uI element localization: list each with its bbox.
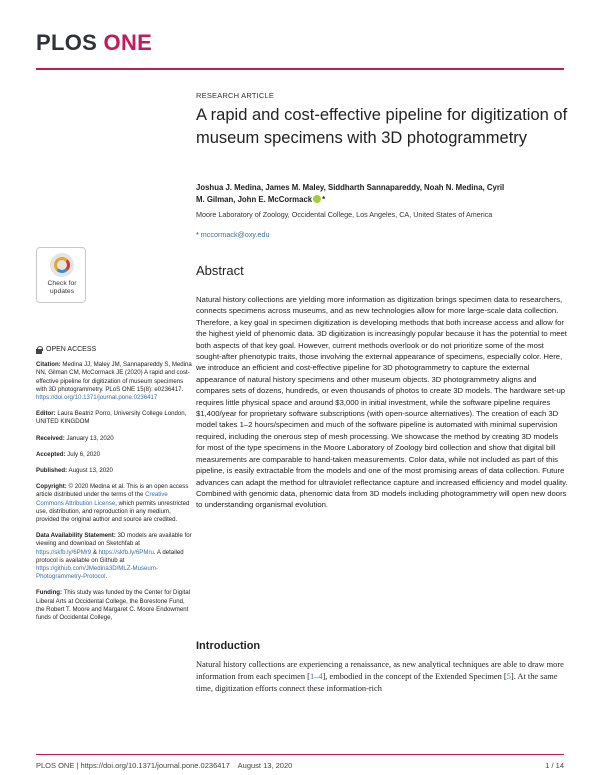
introduction-body: Natural history collections are experiencing a renaissance, as new analytical techniques are able to draw more information from each specimen [1–4], embodied in the concept of the Extended Specimen [5]. At the same time, digitization efforts connect these information-rich	[196, 660, 564, 693]
introduction-heading: Introduction	[196, 640, 261, 652]
open-access-badge	[36, 346, 192, 354]
orcid-icon[interactable]	[313, 195, 321, 203]
footer-citation: PLOS ONE | https://doi.org/10.1371/journal.pone.0236417 August 13, 2020	[36, 761, 293, 770]
published-date: Published: August 13, 2020	[36, 467, 113, 475]
article-title: A rapid and cost-effective pipeline for digitization of museum specimens with 3D photogrammetry	[196, 106, 568, 147]
article-sidebar	[36, 346, 192, 630]
article-type: RESEARCH ARTICLE	[196, 91, 275, 100]
correspondence-marker: *	[196, 230, 201, 239]
editor-block: Editor: Laura Beatriz Porro, University College London, UNITED KINGDOM	[36, 410, 187, 426]
received-date: Received: January 13, 2020	[36, 434, 114, 442]
correspondence	[196, 230, 269, 239]
github-link[interactable]: https://github.com/JMedina3D/MLZ-Museum-Photogrammetry-Protocol	[36, 565, 158, 581]
sketchfab-link-1[interactable]: https://skfb.ly/6PMr9	[36, 548, 92, 556]
data-availability-block: Data Availability Statement: 3D models are available for viewing and download on Sketchfab at https://skfb.ly/6PMr9 & https://skfb.ly/6PMru. A detailed protocol is available on Github at https://github.com/JMedina3D/MLZ-Museum-Photogrammetry-Protocol.	[36, 532, 192, 581]
crossmark-icon	[50, 253, 74, 277]
abstract-body: Natural history collections are yielding more information as digitization brings specimen data to researchers, connects specimens across museums, and as new technologies allow for more large-scale data collection. Therefore, a key goal in specimen digitization is developing methods that both increase access and allow for the highest yield of phenomic data. 3D digitization is increasingly popular because it has the potential to meet both aspects of that key goal. However, current methods overlook or do not prioritize some of the most sought-after phenotypic traits, those involving the external appearance of specimens, especially color. Here, we introduce an efficient and cost-effective pipeline for 3D photogrammetry to capture the external appearance of natural history specimens and other museum objects. 3D photogrammetry aligns and compares sets of dozens, hundreds, or even thousands of photos to create 3D models. The hardware set-up requires little physical space and around $3,000 in initial investment, while the software pipeline requires $1,400/year for proprietary software subscriptions (with open-source alternatives). The creation of each 3D model takes 1–2 hours/specimen and much of the software pipeline is automated with minimal supervision required, including the onerous step of mesh processing. We showcase the method by creating 3D models for most of the type specimens in the Moore Laboratory of Zoology bird collection and show that digital bill measurements are comparable to hand-taken measurements. Color data, while not included as part of this pipeline, is easily extractable from the models and one of the most promising areas of data collection. Future advances can adapt the method for ultraviolet reflectance capture and increased efficiency and model quality. Combined with genomic data, phenomic data from 3D models including photogrammetry will open new doors to understanding organismal evolution.	[196, 295, 568, 510]
open-lock-icon	[36, 346, 42, 354]
check-updates-label: Check for updates	[47, 280, 77, 295]
page-number: 1 / 14	[545, 761, 564, 770]
copyright-block: Copyright: © 2020 Medina et al. This is an open access article distributed under the terms of the Creative Commons Attribution License, which permits unrestricted use, distribution, and reproduction in any medium, provided the original author and source are credited.	[36, 483, 190, 524]
email-link[interactable]: mccormack@oxy.edu	[200, 230, 270, 239]
corresponding-asterisk: *	[322, 195, 326, 204]
page-footer	[36, 761, 564, 770]
check-for-updates-button[interactable]	[36, 247, 86, 303]
logo-plos-text: PLOS	[36, 30, 98, 55]
header-divider	[36, 68, 564, 70]
reference-link-1[interactable]: 1–4	[309, 672, 323, 681]
citation-block: Citation: Medina JJ, Maley JM, Sannapareddy S, Medina NN, Gilman CM, McCormack JE (2020) A rapid and cost-effective pipeline for digitization of museum specimens with 3D photogrammetry. PLoS ONE 15(8): e0236417. https://doi.org/10.1371/journal.pone.0236417	[36, 361, 192, 402]
logo-one-text: ONE	[103, 30, 153, 55]
citation-doi-link[interactable]: https://doi.org/10.1371/journal.pone.0236417	[36, 394, 158, 402]
authors-line2: M. Gilman, John E. McCormack	[196, 195, 313, 204]
funding-block: Funding: This study was funded by the Center for Digital Liberal Arts at Occidental College, the Borestone Fund, the Robert T. Moore and Margaret C. Moore Endowment funds of Occidental College,	[36, 589, 190, 622]
footer-divider	[36, 754, 564, 755]
sketchfab-link-2[interactable]: https://skfb.ly/6PMru	[98, 548, 154, 556]
license-link[interactable]: Creative Commons Attribution License	[36, 491, 168, 507]
affiliation: Moore Laboratory of Zoology, Occidental College, Los Angeles, CA, United States of America	[196, 210, 493, 219]
authors-line1: Joshua J. Medina, James M. Maley, Siddharth Sannapareddy, Noah N. Medina, Cyril	[196, 183, 505, 192]
abstract-heading: Abstract	[196, 263, 244, 278]
open-access-label: OPEN ACCESS	[46, 346, 97, 353]
journal-logo	[36, 30, 152, 56]
accepted-date: Accepted: July 6, 2020	[36, 450, 101, 458]
author-list	[196, 182, 576, 206]
reference-link-5[interactable]: 5	[506, 672, 511, 681]
